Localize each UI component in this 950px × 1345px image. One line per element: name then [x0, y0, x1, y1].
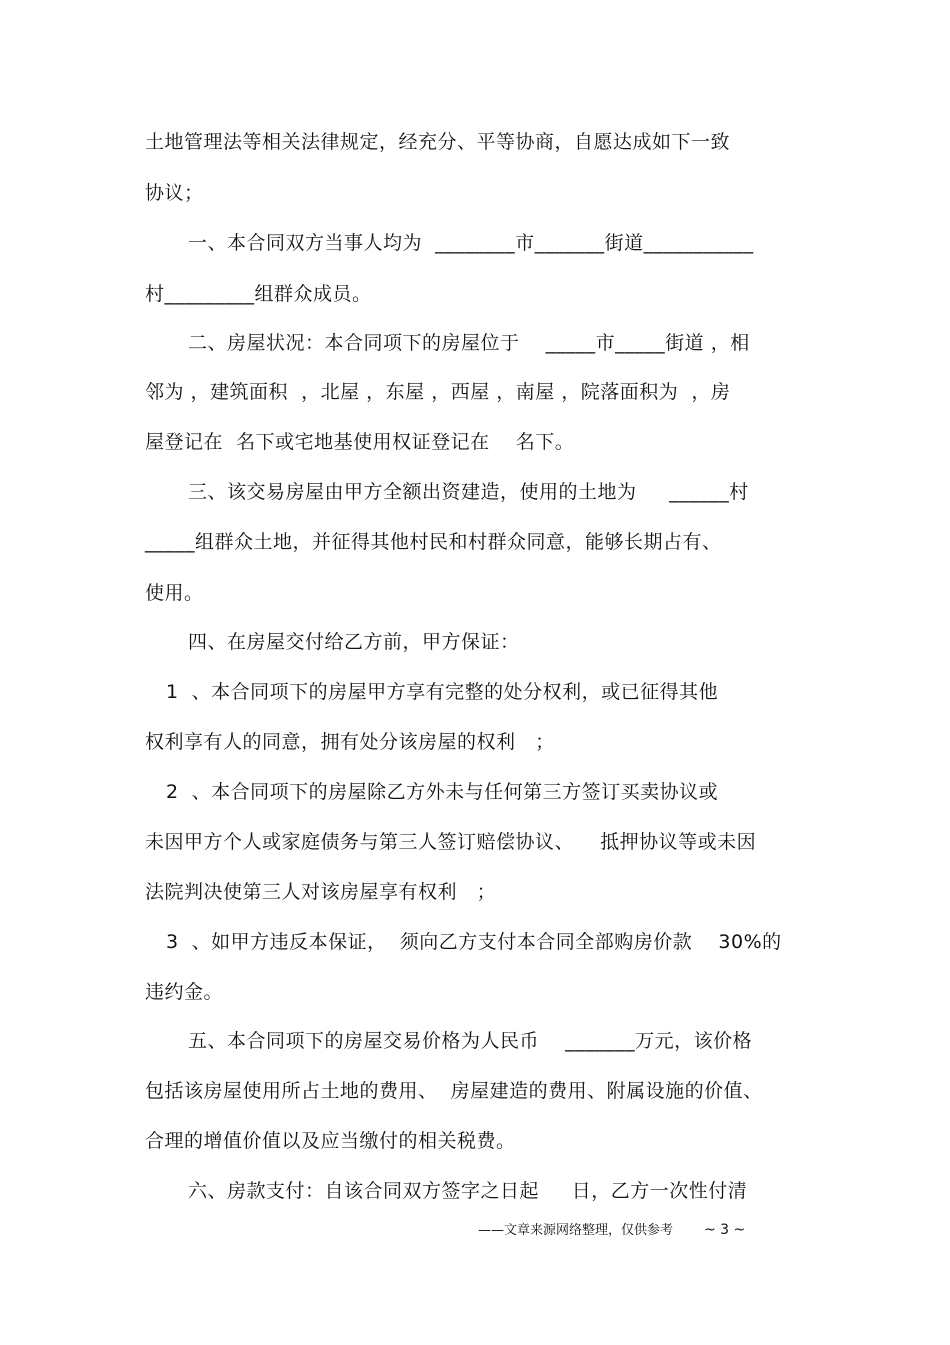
- page-number: ~ 3 ~: [704, 1222, 746, 1238]
- text-line: 二、房屋状况：本合同项下的房屋位于 _____市_____街道 ，相: [188, 332, 750, 354]
- text-line: 使用。: [145, 582, 204, 604]
- footer-source-note: ——文章来源网络整理，仅供参考: [478, 1223, 674, 1238]
- text-line: 未因甲方个人或家庭债务与第三人签订赔偿协议、 抵押协议等或未因: [145, 831, 757, 853]
- text-line: 包括该房屋使用所占土地的费用、 房屋建造的费用、附属设施的价值、: [145, 1080, 763, 1102]
- text-line: 法院判决使第三人对该房屋享有权利 ；: [145, 881, 497, 903]
- text-line: 权利享有人的同意，拥有处分该房屋的权利 ；: [145, 731, 555, 753]
- text-line: 1 、本合同项下的房屋甲方享有完整的处分权利，或已征得其他: [166, 681, 719, 703]
- text-line: 五、本合同项下的房屋交易价格为人民币 _______万元，该价格: [188, 1030, 753, 1052]
- text-line: 一、本合同双方当事人均为 ________市_______街道___________: [188, 232, 754, 254]
- text-line: 四、在房屋交付给乙方前，甲方保证：: [188, 631, 520, 653]
- text-line: 村_________组群众成员。: [145, 283, 372, 305]
- text-line: 违约金。: [145, 981, 224, 1003]
- text-line: _____组群众土地，并征得其他村民和村群众同意，能够长期占有、: [145, 531, 722, 553]
- text-line: 屋登记在 名下或宅地基使用权证登记在 名下。: [145, 431, 575, 453]
- text-line: 三、该交易房屋由甲方全额出资建造，使用的土地为 ______村: [188, 481, 749, 503]
- text-line: 协议；: [145, 182, 204, 204]
- text-line: 土地管理法等相关法律规定，经充分、平等协商，自愿达成如下一致: [145, 131, 731, 153]
- text-line: 3 、如甲方违反本保证， 须向乙方支付本合同全部购房价款 30%的: [166, 931, 782, 953]
- text-line: 六、房款支付：自该合同双方签字之日起 日，乙方一次性付清: [188, 1180, 748, 1202]
- text-line: 合理的增值价值以及应当缴付的相关税费。: [145, 1130, 516, 1152]
- text-line: 邻为 ，建筑面积 ，北屋 ，东屋 ，西屋 ，南屋 ，院落面积为 ，房: [145, 381, 731, 403]
- text-line: 2 、本合同项下的房屋除乙方外未与任何第三方签订买卖协议或: [166, 781, 719, 803]
